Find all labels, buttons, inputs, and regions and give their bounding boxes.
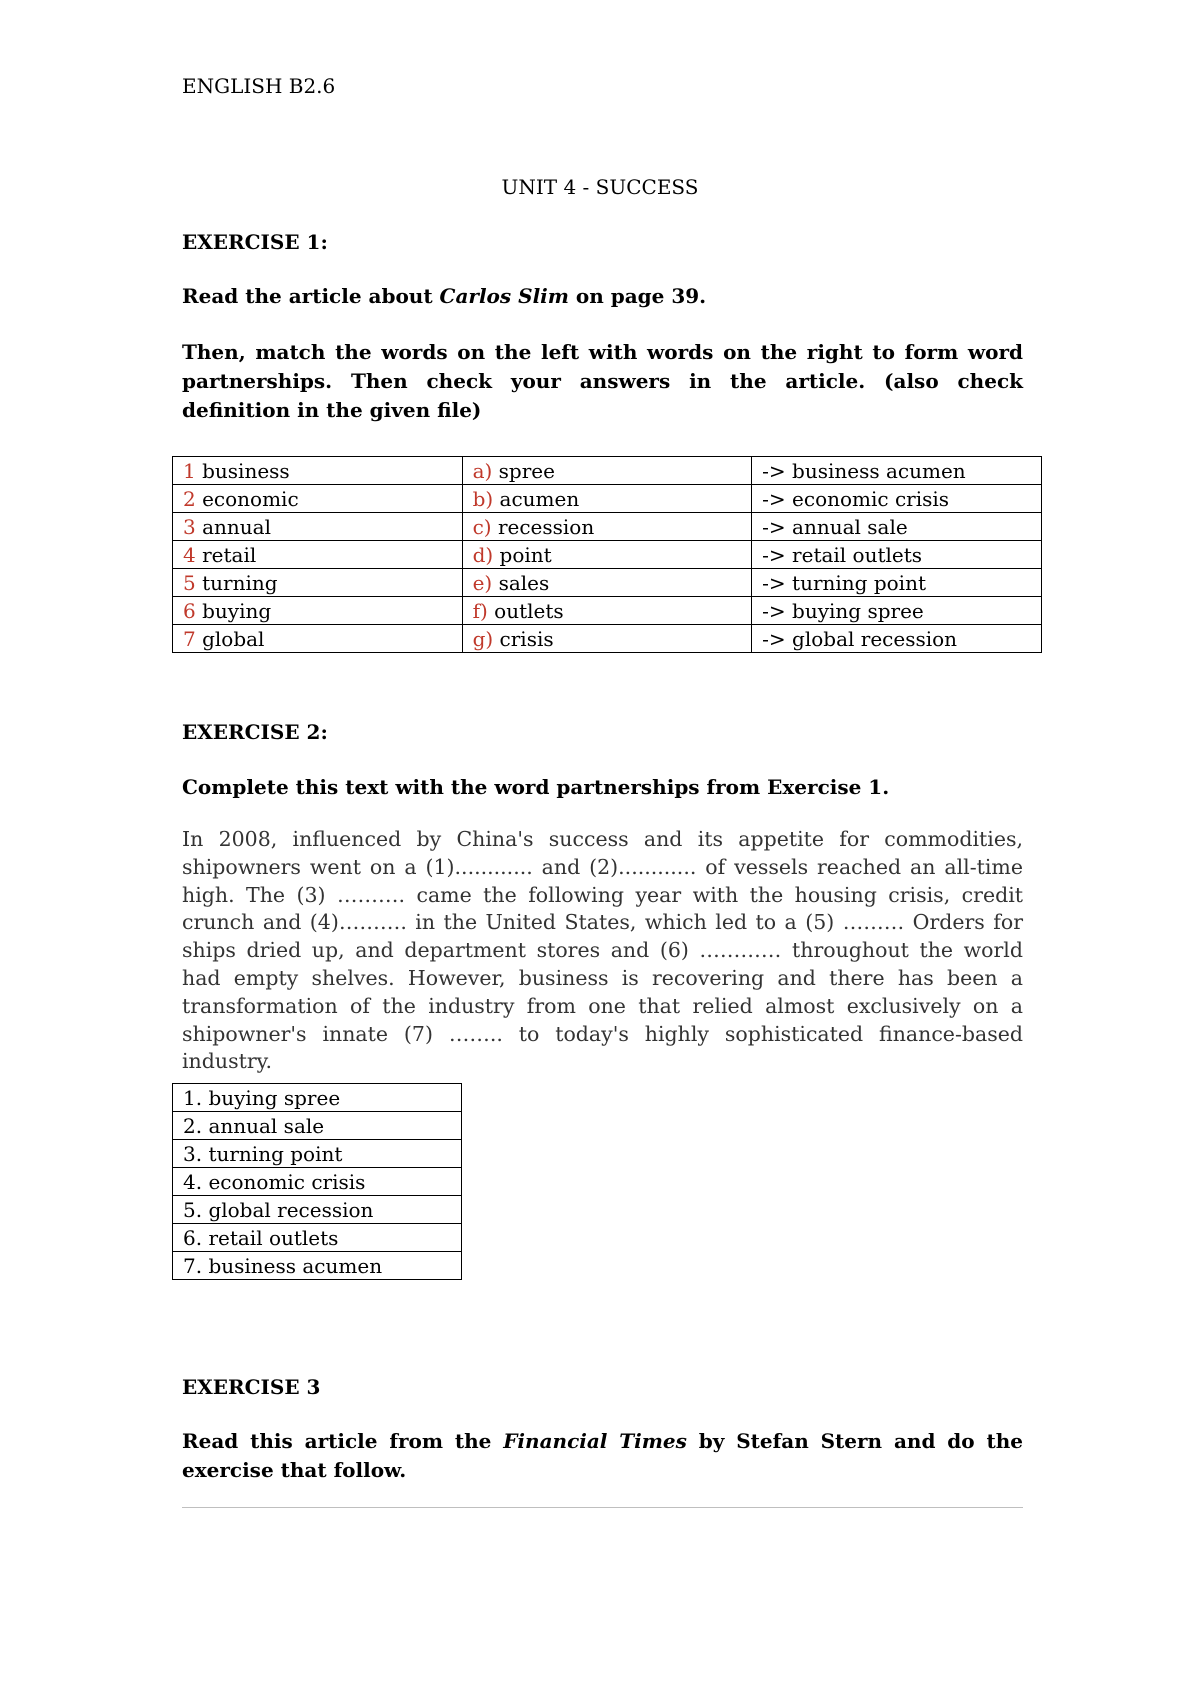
item-letter: d) [472, 542, 494, 567]
answer-cell: 7. business acumen [173, 1252, 462, 1280]
left-word: turning [202, 570, 278, 595]
left-word-cell [173, 569, 463, 597]
exercise2-instruction: Complete this text with the word partnerships from Exercise 1. [182, 775, 890, 799]
answer-cell: 2. annual sale [173, 1112, 462, 1140]
table-row [173, 457, 1042, 485]
answer-cell: -> global recession [752, 625, 1042, 653]
answer-cell: 1. buying spree [173, 1084, 462, 1112]
matching-table [172, 456, 1042, 653]
exercise1-instruction-2: Then, match the words on the left with words on the right to form word partnerships. Then check your answers in the article. (also check definition in the given file) [182, 340, 1023, 422]
left-word: retail [202, 542, 257, 567]
page-divider [182, 1507, 1023, 1508]
left-word: economic [202, 486, 299, 511]
right-word: acumen [499, 486, 580, 511]
right-word: crisis [499, 626, 554, 651]
right-word: recession [497, 514, 595, 539]
table-row [173, 1084, 462, 1112]
instruction-text: on page 39. [568, 284, 707, 308]
answer-cell: -> annual sale [752, 513, 1042, 541]
left-word: annual [202, 514, 271, 539]
answer-cell: -> turning point [752, 569, 1042, 597]
right-word-cell [462, 485, 752, 513]
right-word-cell [462, 569, 752, 597]
exercise2-paragraph: In 2008, influenced by China's success and its appetite for commodities, shipowners went on a (1)............ and (2)............ of vessels reached an all-time high. The (3) ………. came the following year with the housing crisis, credit crunch and (4)………. in the United States, which led to a (5) ……… Orders for ships dried up, and department stores and (6) ………… throughout the world had empty shelves. However, business is recovering and there has been a transformation of the industry from one that relied almost exclusively on a shipowner's innate (7) …….. to today's highly sophisticated finance-based industry. [182, 827, 1023, 1074]
left-word: business [202, 458, 290, 483]
answer-cell: 5. global recession [173, 1196, 462, 1224]
table-row [173, 1112, 462, 1140]
item-number: 5 [183, 570, 196, 595]
table-row [173, 569, 1042, 597]
left-word-cell [173, 597, 463, 625]
exercise1-instruction-1 [182, 282, 1023, 311]
exercise3-heading: EXERCISE 3 [182, 1375, 321, 1399]
instruction-emphasis: Financial Times [503, 1429, 687, 1453]
table-row [173, 541, 1042, 569]
item-letter: g) [472, 626, 494, 651]
right-word: sales [498, 570, 550, 595]
item-number: 6 [183, 598, 196, 623]
answer-cell: -> business acumen [752, 457, 1042, 485]
table-row [173, 1224, 462, 1252]
item-letter: b) [472, 486, 494, 511]
unit-title: UNIT 4 - SUCCESS [501, 175, 699, 199]
answer-cell: -> buying spree [752, 597, 1042, 625]
instruction-text: Read the article about [182, 284, 440, 308]
right-word-cell [462, 541, 752, 569]
table-row [173, 1140, 462, 1168]
table-row [173, 1196, 462, 1224]
left-word-cell [173, 457, 463, 485]
left-word-cell [173, 625, 463, 653]
right-word: outlets [494, 598, 564, 623]
exercise2-heading: EXERCISE 2: [182, 720, 328, 744]
item-number: 1 [183, 458, 196, 483]
right-word-cell [462, 457, 752, 485]
answer-cell: 6. retail outlets [173, 1224, 462, 1252]
course-title: ENGLISH B2.6 [182, 74, 336, 98]
right-word-cell [462, 597, 752, 625]
left-word: buying [202, 598, 272, 623]
right-word-cell [462, 625, 752, 653]
table-row [173, 485, 1042, 513]
item-number: 3 [183, 514, 196, 539]
table-row [173, 625, 1042, 653]
exercise1-heading: EXERCISE 1: [182, 230, 328, 254]
right-word: point [499, 542, 552, 567]
item-letter: f) [472, 598, 488, 623]
answer-cell: -> retail outlets [752, 541, 1042, 569]
right-word-cell [462, 513, 752, 541]
answers-table [172, 1083, 462, 1280]
answer-cell: 4. economic crisis [173, 1168, 462, 1196]
item-letter: c) [472, 514, 492, 539]
answer-cell: -> economic crisis [752, 485, 1042, 513]
item-letter: e) [472, 570, 493, 595]
exercise3-instruction [182, 1427, 1023, 1485]
table-row [173, 1252, 462, 1280]
answer-cell: 3. turning point [173, 1140, 462, 1168]
left-word-cell [173, 513, 463, 541]
item-number: 2 [183, 486, 196, 511]
table-row [173, 1168, 462, 1196]
right-word: spree [498, 458, 555, 483]
instruction-text: Read this article from the [182, 1429, 504, 1453]
item-number: 7 [183, 626, 196, 651]
item-letter: a) [472, 458, 493, 483]
item-number: 4 [183, 542, 196, 567]
instruction-emphasis: Carlos Slim [439, 284, 569, 308]
left-word-cell [173, 541, 463, 569]
table-row [173, 597, 1042, 625]
left-word: global [202, 626, 265, 651]
left-word-cell [173, 485, 463, 513]
table-row [173, 513, 1042, 541]
instruction-text: by Stefan Stern and do the exercise that follow. [182, 1429, 1024, 1482]
